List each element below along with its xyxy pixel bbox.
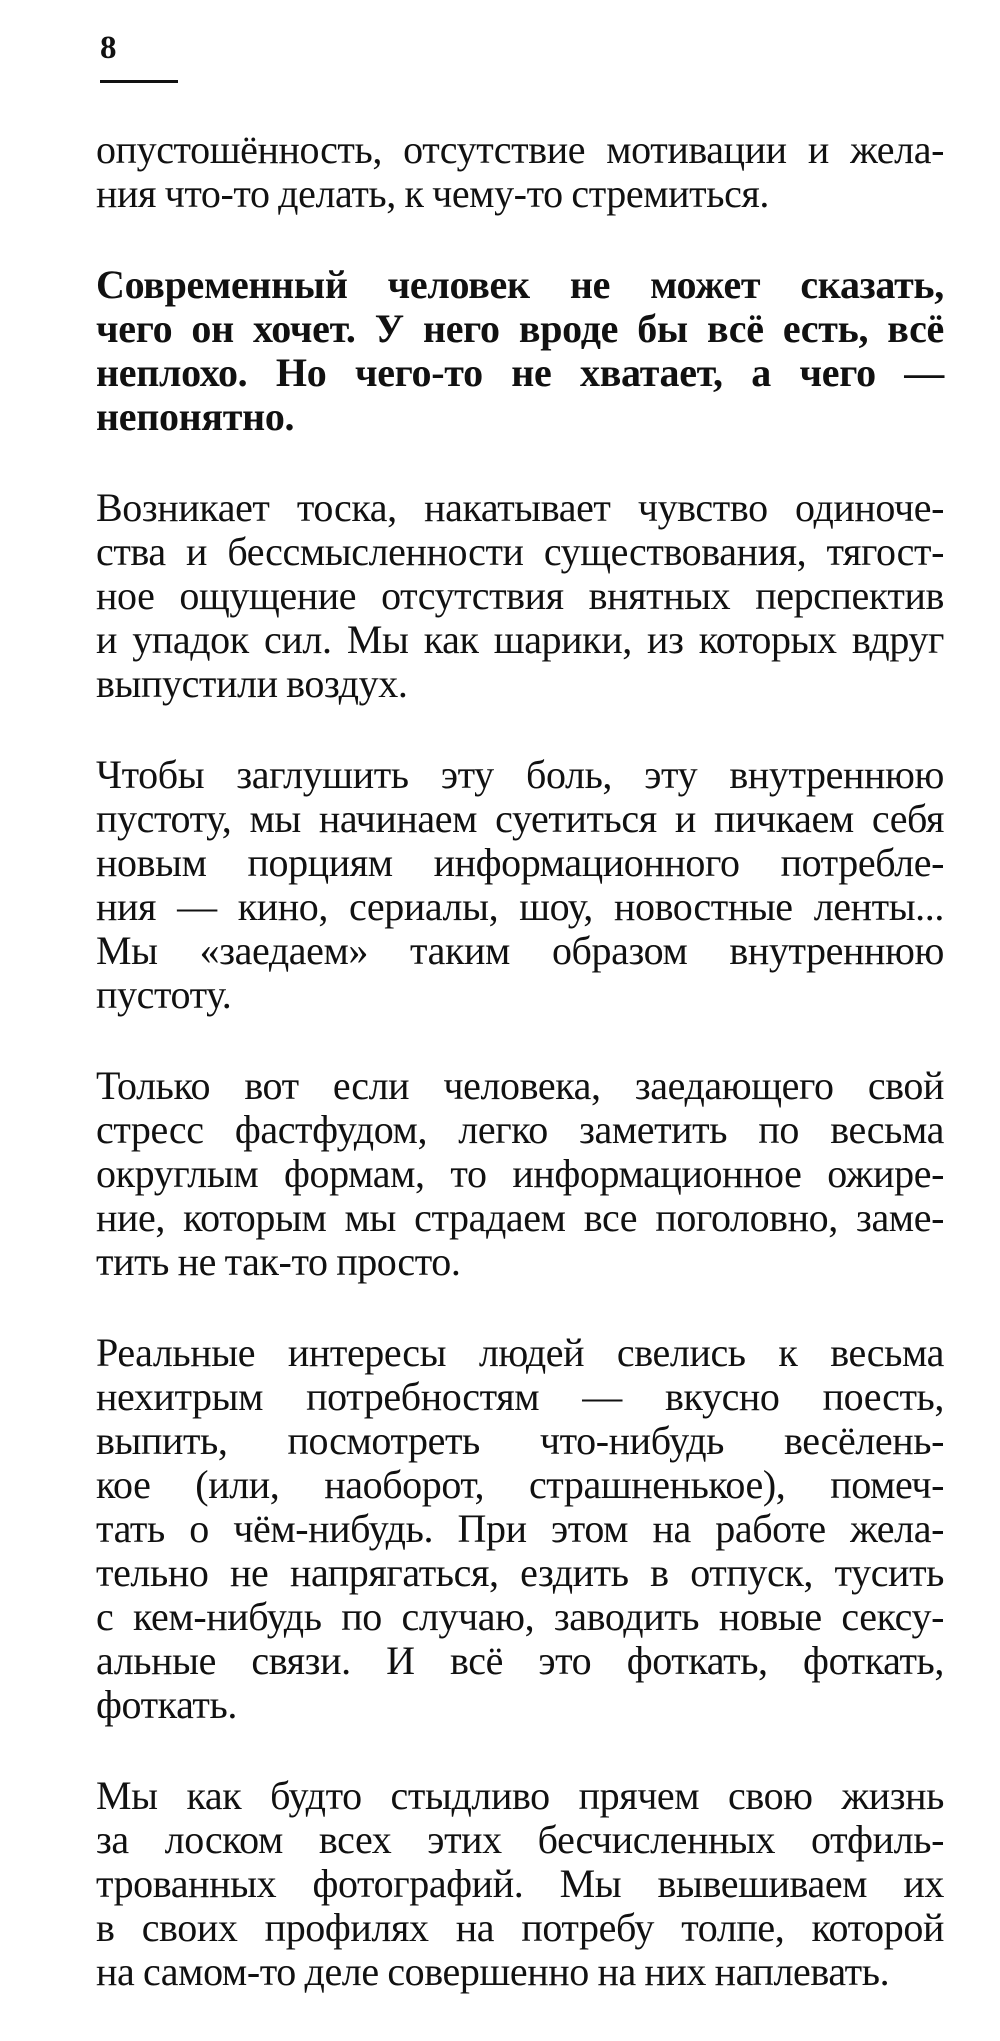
text-line: неплохо. Но чего-то не хватает, а чего — [96,350,944,395]
text-line: Реальные интересы людей свелись к весьма [96,1330,944,1375]
text-line: непонятно. [96,394,295,439]
text-line: ния — кино, сериалы, шоу, новостные ленты... [96,884,944,929]
body-text [96,128,944,2041]
text-line: с кем-нибудь по случаю, заводить новые сексу- [96,1594,944,1639]
paragraph [96,1064,944,1284]
text-line: ное ощущение отсутствия внятных перспектив [96,573,944,618]
text-line: тать о чём-нибудь. При этом на работе жела- [96,1506,944,1551]
text-line: Только вот если человека, заедающего свой [96,1063,944,1108]
page-number-rule [100,80,178,83]
text-line: ства и бессмысленности существования, тягост- [96,529,944,574]
text-line: и упадок сил. Мы как шарики, из которых вдруг [96,617,944,662]
paragraph [96,1774,944,1994]
paragraph [96,753,944,1017]
text-line: в своих профилях на потребу толпе, которой [96,1905,944,1950]
text-line: ния что-то делать, к чему-то стремиться. [96,171,770,216]
text-line: Мы «заедаем» таким образом внутреннюю [96,928,944,973]
text-line: на самом-то деле совершенно на них наплевать. [96,1949,890,1994]
text-line: Возникает тоска, накатывает чувство одиноче- [96,485,944,530]
text-line: за лоском всех этих бесчисленных отфиль- [96,1817,944,1862]
text-line: фоткать. [96,1682,237,1727]
bold-paragraph [96,263,944,439]
paragraph [96,1331,944,1727]
text-line: тить не так-то просто. [96,1239,461,1284]
page-number: 8 [100,30,117,66]
text-line: трованных фотографий. Мы вывешиваем их [96,1861,944,1906]
text-line: Мы как будто стыдливо прячем свою жизнь [96,1773,944,1818]
text-line: кое (или, наоборот, страшненькое), помеч- [96,1462,944,1507]
text-line: Современный человек не может сказать, [96,262,944,307]
text-line: ние, которым мы страдаем все поголовно, заме- [96,1195,944,1240]
text-line: новым порциям информационного потребле- [96,840,944,885]
text-line: выпустили воздух. [96,661,408,706]
text-line: альные связи. И всё это фоткать, фоткать, [96,1638,944,1683]
text-line: выпить, посмотреть что-нибудь весёлень- [96,1418,944,1463]
paragraph [96,486,944,706]
text-line: округлым формам, то информационное ожире- [96,1151,944,1196]
text-line: чего он хочет. У него вроде бы всё есть, всё [96,306,944,351]
text-line: опустошённость, отсутствие мотивации и жела- [96,127,944,172]
text-line: пустоту. [96,972,232,1017]
text-line: нехитрым потребностям — вкусно поесть, [96,1374,944,1419]
text-line: тельно не напрягаться, ездить в отпуск, тусить [96,1550,944,1595]
paragraph [96,128,944,216]
text-line: Чтобы заглушить эту боль, эту внутреннюю [96,752,944,797]
text-line: стресс фастфудом, легко заметить по весьма [96,1107,944,1152]
text-line: пустоту, мы начинаем суетиться и пичкаем себя [96,796,944,841]
